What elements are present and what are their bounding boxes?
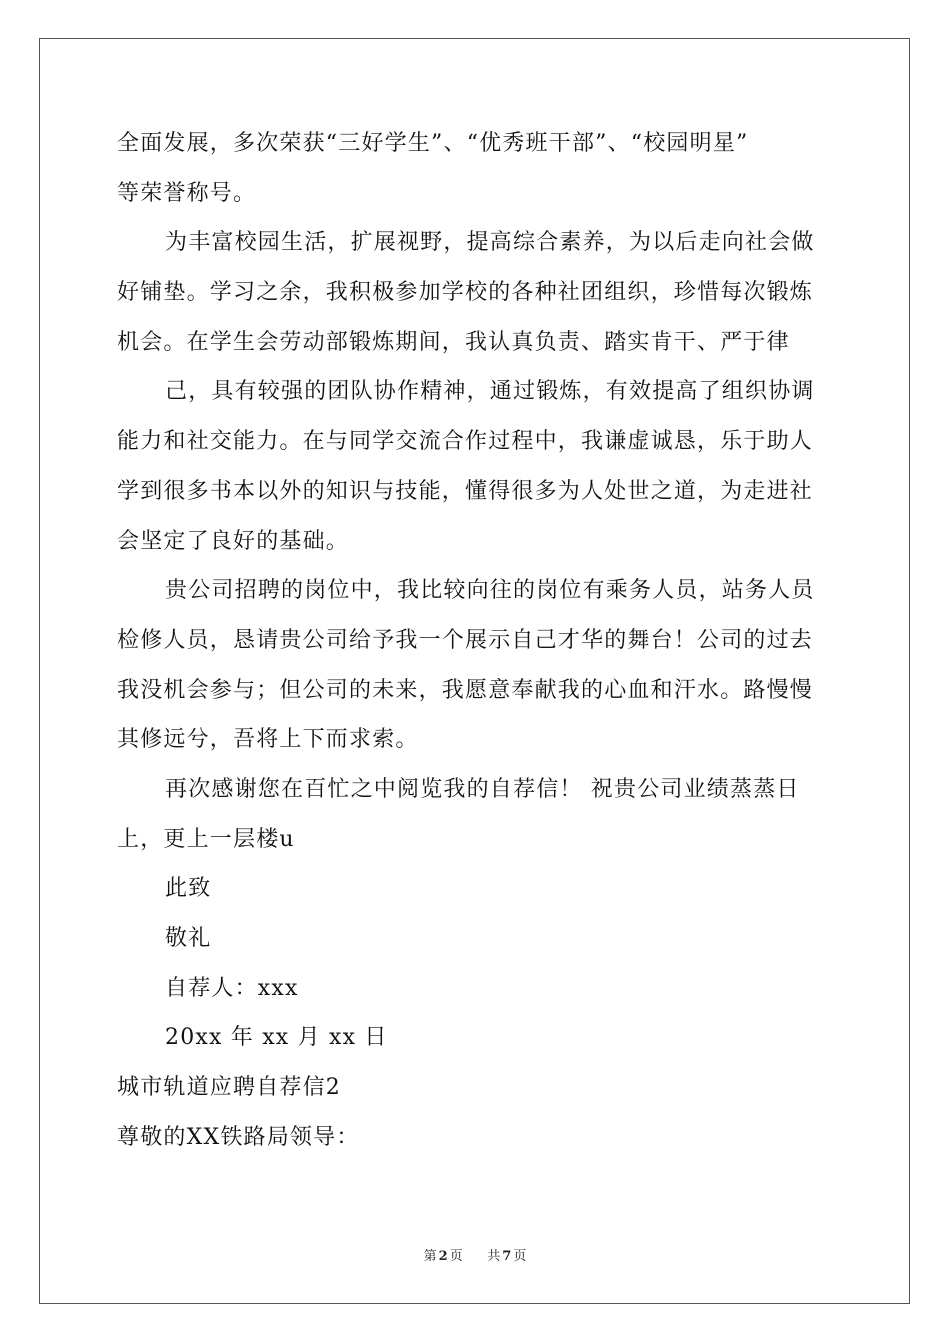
document-body (117, 126, 837, 1169)
text-line: 贵公司招聘的岗位中，我比较向往的岗位有乘务人员，站务人员 (165, 578, 815, 604)
page-suffix: 页 (449, 1249, 463, 1264)
text-line: 再次感谢您在百忙之中阅览我的自荐信！ 祝贵公司业绩蒸蒸日 (165, 776, 800, 802)
signature-line: 自荐人：xxx (165, 975, 299, 1001)
text-line: 上，更上一层楼u (117, 826, 295, 852)
text-line: 机会。在学生会劳动部锻炼期间，我认真负责、踏实肯干、严于律 (117, 329, 790, 355)
letter-greeting: 尊敬的XX铁路局领导： (117, 1124, 360, 1150)
text-line: 己，具有较强的团队协作精神，通过锻炼，有效提高了组织协调 (165, 379, 815, 405)
section-title: 城市轨道应聘自荐信2 (117, 1075, 341, 1101)
text-line: 全面发展，多次荣获“三好学生”、“优秀班干部”、“校园明星” (117, 131, 749, 156)
page-footer (0, 1245, 950, 1264)
text-line: 检修人员，恳请贵公司给予我一个展示自己才华的舞台！公司的过去 (117, 627, 814, 653)
text-line: 好铺垫。学习之余，我积极参加学校的各种社团组织，珍惜每次锻炼 (117, 280, 814, 306)
page-current: 2 (438, 1249, 448, 1264)
closing-salutation: 敬礼 (165, 926, 212, 951)
text-line: 其修远兮，吾将上下而求索。 (117, 727, 419, 753)
page-total (485, 1249, 528, 1264)
text-line: 等荣誉称号。 (117, 180, 257, 206)
text-line: 我没机会参与；但公司的未来，我愿意奉献我的心血和汗水。路慢慢 (117, 677, 814, 703)
total-count: 7 (502, 1249, 512, 1264)
page-prefix: 第 (423, 1249, 437, 1264)
text-line: 会坚定了良好的基础。 (117, 528, 350, 554)
text-line: 学到很多书本以外的知识与技能，懂得很多为人处世之道，为走进社 (117, 478, 814, 504)
page-number (422, 1249, 465, 1264)
text-line: 能力和社交能力。在与同学交流合作过程中，我谦虚诚恳，乐于助人 (117, 429, 814, 455)
closing-salutation: 此致 (165, 876, 212, 902)
total-suffix: 页 (513, 1249, 527, 1264)
text-line: 为丰富校园生活，扩展视野，提高综合素养，为以后走向社会做 (165, 230, 815, 256)
date-line: 20xx 年 xx 月 xx 日 (165, 1025, 388, 1051)
total-prefix: 共 (487, 1249, 501, 1264)
